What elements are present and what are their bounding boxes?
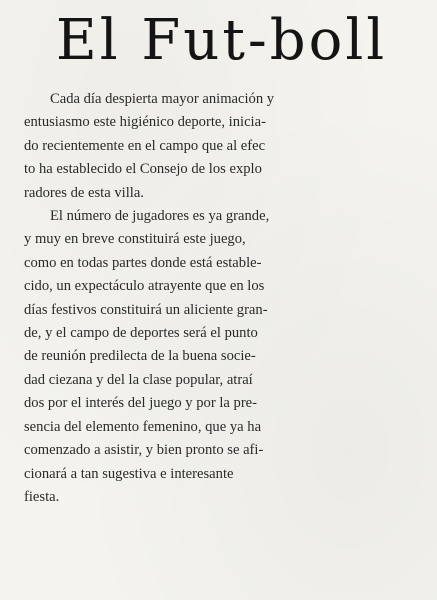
text-line: radores de esta villa. [24,184,144,201]
text-line: to ha establecido el Consejo de los explo [24,161,262,178]
text-line: comenzado a asistir, y bien pronto se afi- [24,442,264,459]
headline: El Fut-boll [55,8,388,73]
text-line: de, y el campo de deportes será el punto [24,325,258,342]
paragraph-1 [24,88,419,205]
text-line: días festivos constituirá un aliciente gran- [24,301,268,318]
text-line: do recientemente en el campo que al efec [24,137,266,154]
text-line: cionará a tan sugestiva e interesante [24,465,234,482]
text-line: sencia del elemento femenino, que ya ha [24,418,262,435]
text-line: El número de jugadores es ya grande, [50,208,270,225]
text-line: Cada día despierta mayor animación y [50,91,275,107]
text-line: fiesta. [24,488,60,505]
article-body [24,88,419,509]
text-line: cido, un expectáculo atrayente que en los [24,278,265,295]
text-line: dos por el interés del juego y por la pre- [24,395,258,412]
paragraph-2 [24,205,419,509]
text-line: de reunión predilecta de la buena socie- [24,348,256,365]
text-line: dad ciezana y del la clase popular, atraí [24,371,253,388]
text-line: entusiasmo este higiénico deporte, inicia- [24,114,266,131]
text-line: como en todas partes donde está estable- [24,254,262,271]
text-line: y muy en breve constituirá este juego, [24,231,246,248]
